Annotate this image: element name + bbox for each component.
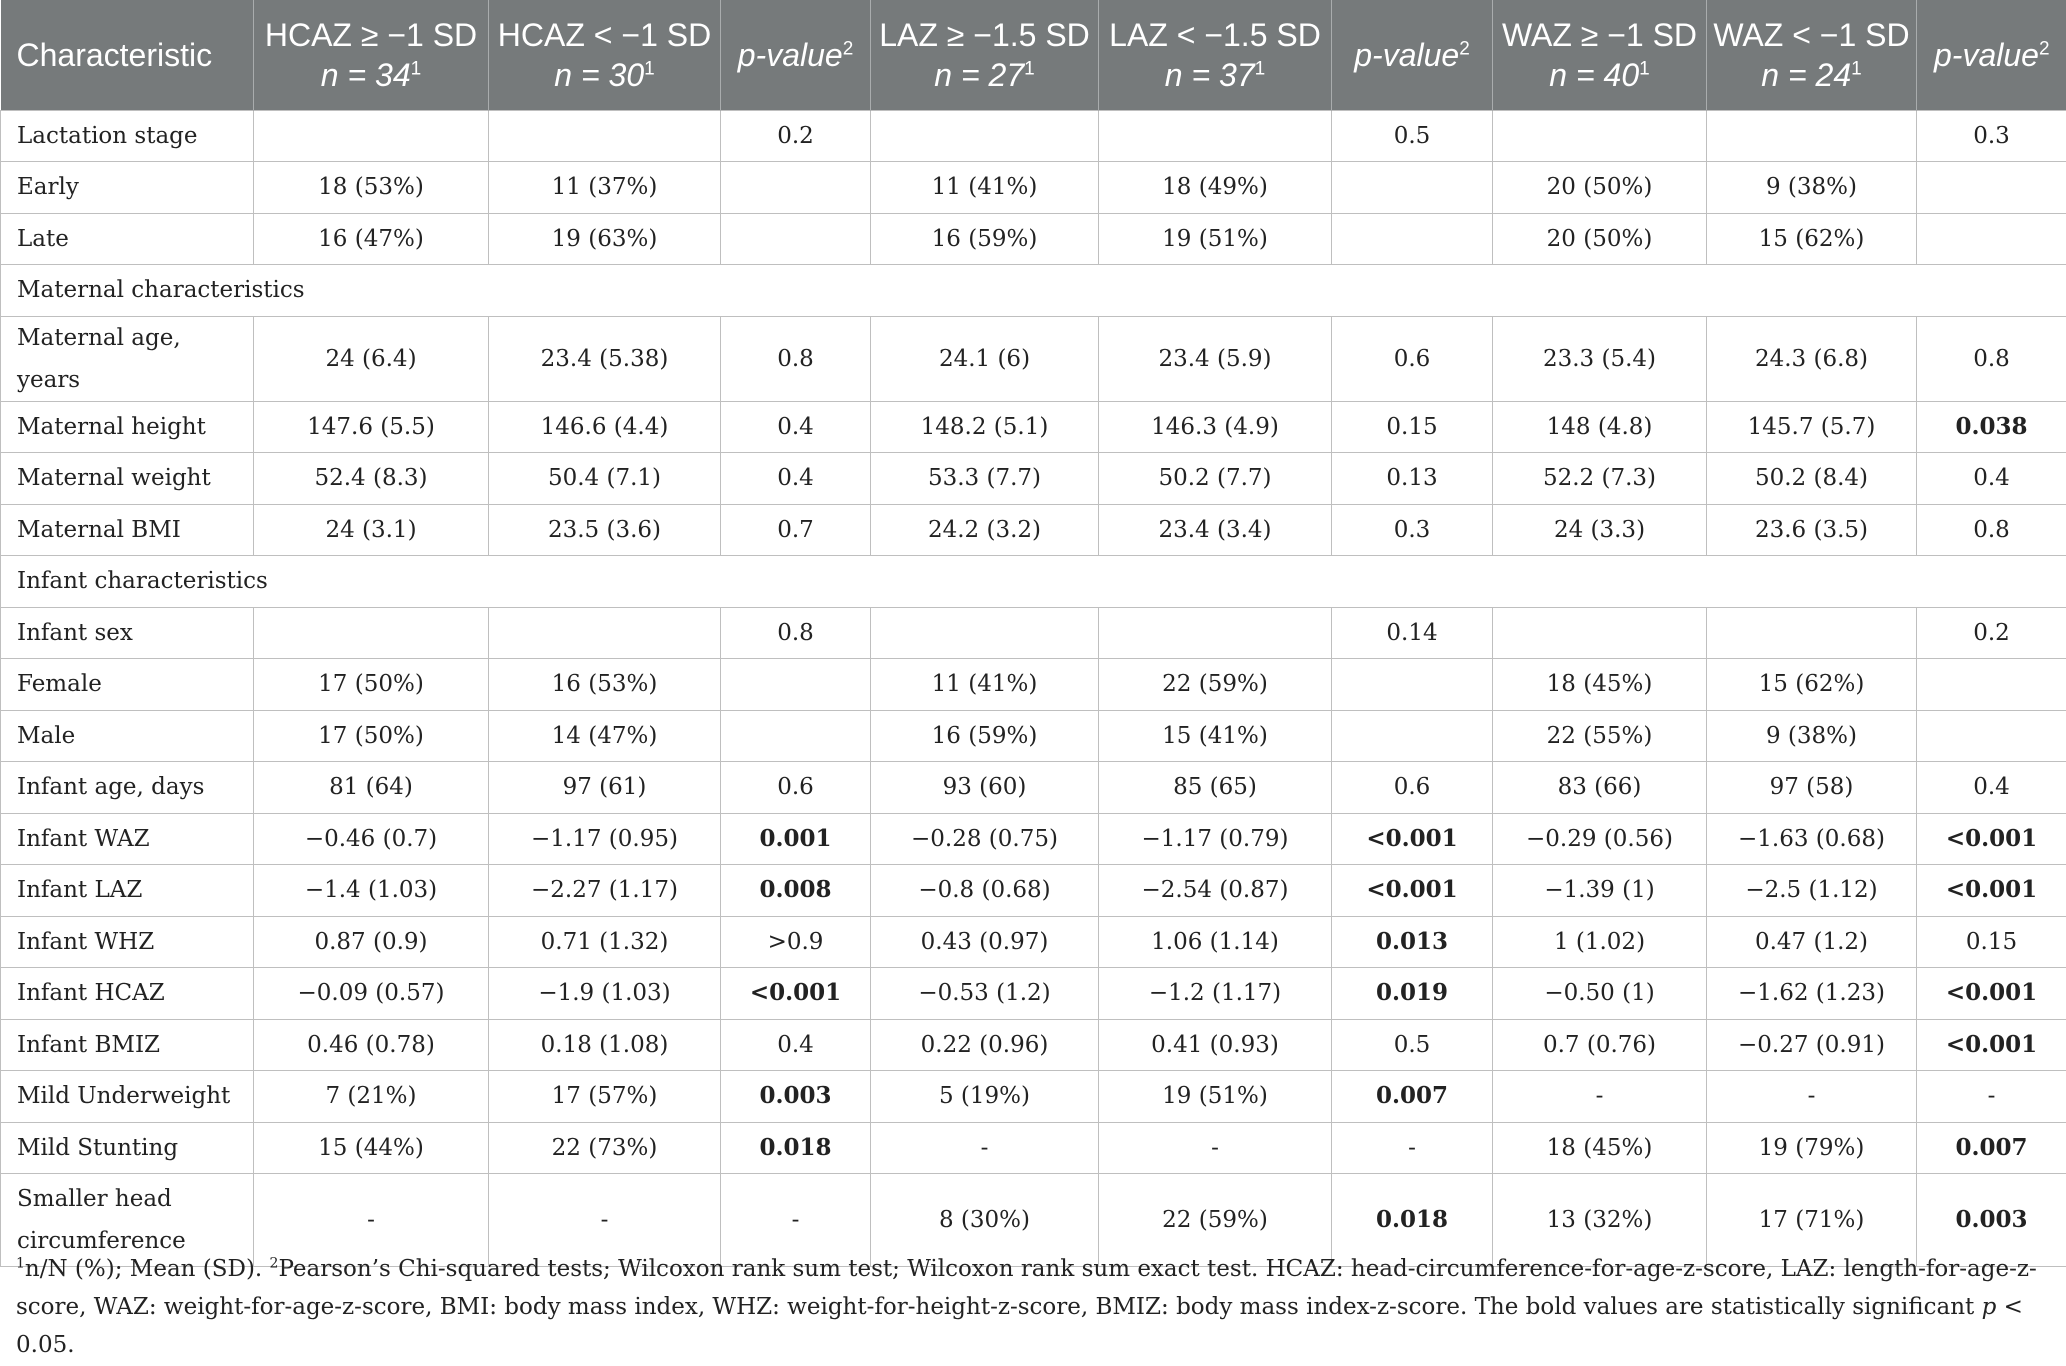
table-cell xyxy=(254,110,489,162)
table-cell: 146.3 (4.9) xyxy=(1099,401,1332,453)
header-waz-ge xyxy=(1493,0,1707,110)
table-cell: 0.001 xyxy=(721,813,871,865)
table-cell xyxy=(871,110,1099,162)
table-cell: 17 (57%) xyxy=(489,1071,721,1123)
table-row xyxy=(1,762,2066,814)
table-cell: −1.39 (1) xyxy=(1493,865,1707,917)
table-row xyxy=(1,813,2066,865)
table-cell: >0.9 xyxy=(721,916,871,968)
table-cell: −1.17 (0.95) xyxy=(489,813,721,865)
table-cell xyxy=(871,607,1099,659)
table-cell: 22 (59%) xyxy=(1099,1174,1332,1267)
header-laz-lt-label: LAZ < −1.5 SD xyxy=(1109,16,1321,53)
table-cell xyxy=(1099,110,1332,162)
table-cell: 15 (41%) xyxy=(1099,710,1332,762)
table-cell: 24 (3.3) xyxy=(1493,504,1707,556)
header-waz-ge-sup: 1 xyxy=(1639,58,1650,80)
table-cell: −0.50 (1) xyxy=(1493,968,1707,1020)
row-label: Maternal BMI xyxy=(1,504,254,556)
table-cell: −1.4 (1.03) xyxy=(254,865,489,917)
table-cell: 16 (47%) xyxy=(254,213,489,265)
table-cell: 97 (58) xyxy=(1707,762,1917,814)
header-pvalue-laz xyxy=(1332,0,1493,110)
table-cell: <0.001 xyxy=(721,968,871,1020)
table-cell: 19 (51%) xyxy=(1099,213,1332,265)
table-cell: 9 (38%) xyxy=(1707,162,1917,214)
table-cell: 0.8 xyxy=(721,607,871,659)
header-waz-lt-label: WAZ < −1 SD xyxy=(1713,16,1910,53)
table-cell: −1.2 (1.17) xyxy=(1099,968,1332,1020)
row-label: Infant characteristics xyxy=(1,556,2066,608)
header-pvalue-hcaz xyxy=(721,0,871,110)
header-pvalue-label: p-value xyxy=(1354,36,1460,73)
table-row xyxy=(1,162,2066,214)
table-cell: 23.4 (3.4) xyxy=(1099,504,1332,556)
table-cell: 0.4 xyxy=(721,1019,871,1071)
table-cell: 50.2 (7.7) xyxy=(1099,453,1332,505)
table-row xyxy=(1,110,2066,162)
header-hcaz-ge xyxy=(254,0,489,110)
table-cell: 0.22 (0.96) xyxy=(871,1019,1099,1071)
header-laz-lt-sup: 1 xyxy=(1254,58,1266,80)
table-row xyxy=(1,916,2066,968)
table-cell: 52.4 (8.3) xyxy=(254,453,489,505)
table-cell: −0.46 (0.7) xyxy=(254,813,489,865)
table-cell: 19 (63%) xyxy=(489,213,721,265)
row-label: Maternal height xyxy=(1,401,254,453)
table-cell: 7 (21%) xyxy=(254,1071,489,1123)
header-hcaz-ge-sup: 1 xyxy=(410,58,422,80)
table-cell: 18 (53%) xyxy=(254,162,489,214)
table-cell xyxy=(1917,659,2066,711)
table-cell: 24 (6.4) xyxy=(254,316,489,401)
table-cell xyxy=(254,607,489,659)
table-cell: 0.4 xyxy=(1917,762,2066,814)
table-cell: 23.6 (3.5) xyxy=(1707,504,1917,556)
table-cell: 15 (44%) xyxy=(254,1122,489,1174)
table-row xyxy=(1,401,2066,453)
table-cell: 0.038 xyxy=(1917,401,2066,453)
table-cell: 0.3 xyxy=(1917,110,2066,162)
table-cell: 0.13 xyxy=(1332,453,1493,505)
table-cell: 17 (50%) xyxy=(254,659,489,711)
table-cell: 11 (41%) xyxy=(871,162,1099,214)
table-cell: - xyxy=(254,1174,489,1267)
row-label: Infant BMIZ xyxy=(1,1019,254,1071)
table-cell: - xyxy=(1099,1122,1332,1174)
table-cell: <0.001 xyxy=(1917,1019,2066,1071)
table-cell: −0.8 (0.68) xyxy=(871,865,1099,917)
row-label: Late xyxy=(1,213,254,265)
row-label: Lactation stage xyxy=(1,110,254,162)
table-cell xyxy=(1917,162,2066,214)
table-cell: 148.2 (5.1) xyxy=(871,401,1099,453)
table-cell: 11 (37%) xyxy=(489,162,721,214)
header-hcaz-lt-sup: 1 xyxy=(644,58,655,80)
row-label: Male xyxy=(1,710,254,762)
table-cell: - xyxy=(1332,1122,1493,1174)
table-cell: −0.28 (0.75) xyxy=(871,813,1099,865)
footnote-p: p xyxy=(1981,1294,1997,1320)
header-laz-ge-n: n = 27 xyxy=(934,56,1025,93)
table-cell: 20 (50%) xyxy=(1493,213,1707,265)
table-cell: 0.6 xyxy=(1332,316,1493,401)
table-cell: 24.2 (3.2) xyxy=(871,504,1099,556)
table-cell: 11 (41%) xyxy=(871,659,1099,711)
table-row xyxy=(1,710,2066,762)
table-cell: 0.013 xyxy=(1332,916,1493,968)
table-row xyxy=(1,1071,2066,1123)
table-cell: - xyxy=(1917,1071,2066,1123)
table-cell: 85 (65) xyxy=(1099,762,1332,814)
table-cell: - xyxy=(1493,1071,1707,1123)
table-cell xyxy=(489,607,721,659)
table-cell: −2.27 (1.17) xyxy=(489,865,721,917)
table-cell: <0.001 xyxy=(1917,968,2066,1020)
table-cell xyxy=(1332,213,1493,265)
table-cell: 24.3 (6.8) xyxy=(1707,316,1917,401)
table-cell: 0.18 (1.08) xyxy=(489,1019,721,1071)
table-header xyxy=(1,0,2066,110)
header-hcaz-lt-n: n = 30 xyxy=(554,56,645,93)
header-laz-ge-label: LAZ ≥ −1.5 SD xyxy=(879,16,1090,53)
section-row xyxy=(1,556,2066,608)
table-cell: 97 (61) xyxy=(489,762,721,814)
table-cell: 0.003 xyxy=(721,1071,871,1123)
table-cell: 0.87 (0.9) xyxy=(254,916,489,968)
table-cell: 23.4 (5.38) xyxy=(489,316,721,401)
table-cell xyxy=(1707,110,1917,162)
table-cell: 22 (73%) xyxy=(489,1122,721,1174)
table-cell: 15 (62%) xyxy=(1707,213,1917,265)
table-cell: 22 (59%) xyxy=(1099,659,1332,711)
header-laz-lt-n: n = 37 xyxy=(1164,56,1255,93)
table-cell: 13 (32%) xyxy=(1493,1174,1707,1267)
table-row xyxy=(1,316,2066,401)
header-waz-ge-label: WAZ ≥ −1 SD xyxy=(1501,16,1698,53)
table-cell: 24.1 (6) xyxy=(871,316,1099,401)
row-label: Mild Underweight xyxy=(1,1071,254,1123)
table-cell: 23.4 (5.9) xyxy=(1099,316,1332,401)
table-cell: 146.6 (4.4) xyxy=(489,401,721,453)
header-hcaz-ge-label: HCAZ ≥ −1 SD xyxy=(264,16,478,53)
table-row xyxy=(1,504,2066,556)
table-cell: −2.54 (0.87) xyxy=(1099,865,1332,917)
table-cell: −1.17 (0.79) xyxy=(1099,813,1332,865)
table-cell: −1.62 (1.23) xyxy=(1707,968,1917,1020)
header-row xyxy=(1,0,2066,110)
table-cell: −0.09 (0.57) xyxy=(254,968,489,1020)
table-cell: 50.2 (8.4) xyxy=(1707,453,1917,505)
table-cell: 0.15 xyxy=(1917,916,2066,968)
table-cell: 0.46 (0.78) xyxy=(254,1019,489,1071)
table-cell: 0.5 xyxy=(1332,110,1493,162)
table-cell: 83 (66) xyxy=(1493,762,1707,814)
table-cell: −0.29 (0.56) xyxy=(1493,813,1707,865)
header-laz-ge xyxy=(871,0,1099,110)
table-cell xyxy=(1332,659,1493,711)
table-cell: 0.14 xyxy=(1332,607,1493,659)
table-row xyxy=(1,659,2066,711)
table-cell: 18 (45%) xyxy=(1493,1122,1707,1174)
footnote-sup-1: 1 xyxy=(16,1255,25,1272)
table-cell xyxy=(1493,110,1707,162)
table-cell: −0.27 (0.91) xyxy=(1707,1019,1917,1071)
table-cell: 147.6 (5.5) xyxy=(254,401,489,453)
table-cell: 0.007 xyxy=(1332,1071,1493,1123)
table-cell: −1.9 (1.03) xyxy=(489,968,721,1020)
header-hcaz-ge-n: n = 34 xyxy=(320,56,411,93)
table-cell: 14 (47%) xyxy=(489,710,721,762)
table-cell: 0.4 xyxy=(721,401,871,453)
row-label: Early xyxy=(1,162,254,214)
table-cell: 1 (1.02) xyxy=(1493,916,1707,968)
table-row xyxy=(1,453,2066,505)
row-label: Maternal characteristics xyxy=(1,265,2066,317)
table-cell: 93 (60) xyxy=(871,762,1099,814)
table-cell: 15 (62%) xyxy=(1707,659,1917,711)
table-cell: 50.4 (7.1) xyxy=(489,453,721,505)
header-laz-lt xyxy=(1099,0,1332,110)
table-cell: 0.43 (0.97) xyxy=(871,916,1099,968)
table-cell xyxy=(1099,607,1332,659)
row-label: Mild Stunting xyxy=(1,1122,254,1174)
table-cell: 0.018 xyxy=(721,1122,871,1174)
table-cell: 52.2 (7.3) xyxy=(1493,453,1707,505)
row-label: Female xyxy=(1,659,254,711)
header-waz-lt-n: n = 24 xyxy=(1761,56,1852,93)
table-cell: 0.8 xyxy=(721,316,871,401)
row-label: Maternal weight xyxy=(1,453,254,505)
table-cell: - xyxy=(1707,1071,1917,1123)
table-cell xyxy=(1332,162,1493,214)
row-label: Infant WHZ xyxy=(1,916,254,968)
table-cell: 0.41 (0.93) xyxy=(1099,1019,1332,1071)
table-cell: 0.7 (0.76) xyxy=(1493,1019,1707,1071)
table-cell: 0.007 xyxy=(1917,1122,2066,1174)
table-footnote xyxy=(16,1250,2046,1364)
footnote-part-1: n/N (%); Mean (SD). xyxy=(24,1256,270,1282)
row-label: Infant sex xyxy=(1,607,254,659)
table-cell: 17 (71%) xyxy=(1707,1174,1917,1267)
header-pvalue-waz xyxy=(1917,0,2066,110)
table-cell: 16 (59%) xyxy=(871,213,1099,265)
table-cell: - xyxy=(489,1174,721,1267)
section-row xyxy=(1,265,2066,317)
row-label: Infant WAZ xyxy=(1,813,254,865)
table-cell: 0.018 xyxy=(1332,1174,1493,1267)
table-cell: 145.7 (5.7) xyxy=(1707,401,1917,453)
table-cell: 0.4 xyxy=(1917,453,2066,505)
row-label: Maternal age, years xyxy=(1,316,254,401)
row-label: Infant age, days xyxy=(1,762,254,814)
table-cell: 0.71 (1.32) xyxy=(489,916,721,968)
header-pvalue-sup: 2 xyxy=(1459,38,1470,60)
table-cell: 0.47 (1.2) xyxy=(1707,916,1917,968)
table-cell: 17 (50%) xyxy=(254,710,489,762)
header-pvalue-label: p-value xyxy=(1933,36,2039,73)
table-cell: 9 (38%) xyxy=(1707,710,1917,762)
table-cell: 53.3 (7.7) xyxy=(871,453,1099,505)
table-row xyxy=(1,1019,2066,1071)
table-cell xyxy=(1917,710,2066,762)
table-cell: 16 (59%) xyxy=(871,710,1099,762)
table-cell: 148 (4.8) xyxy=(1493,401,1707,453)
table-row xyxy=(1,865,2066,917)
footnote-part-3: < 0.05. xyxy=(16,1294,2023,1358)
table-cell: −0.53 (1.2) xyxy=(871,968,1099,1020)
header-waz-ge-n: n = 40 xyxy=(1549,56,1640,93)
table-cell: 19 (51%) xyxy=(1099,1071,1332,1123)
footnote-sup-2: 2 xyxy=(269,1255,279,1272)
row-label: Smaller head circumference xyxy=(1,1174,254,1267)
table-cell xyxy=(721,213,871,265)
table-cell: 0.5 xyxy=(1332,1019,1493,1071)
table-cell: 8 (30%) xyxy=(871,1174,1099,1267)
header-pvalue-label: p-value xyxy=(737,36,843,73)
table-cell: 0.6 xyxy=(721,762,871,814)
table-row xyxy=(1,1122,2066,1174)
table-row xyxy=(1,968,2066,1020)
table-cell: - xyxy=(721,1174,871,1267)
table-row xyxy=(1,213,2066,265)
table-cell: <0.001 xyxy=(1332,813,1493,865)
header-characteristic: Characteristic xyxy=(1,0,254,110)
table-cell: 0.15 xyxy=(1332,401,1493,453)
header-pvalue-sup: 2 xyxy=(2038,38,2050,60)
header-waz-lt-sup: 1 xyxy=(1851,58,1862,80)
table-cell: 24 (3.1) xyxy=(254,504,489,556)
header-laz-ge-sup: 1 xyxy=(1024,58,1035,80)
table-cell xyxy=(721,162,871,214)
header-hcaz-lt-label: HCAZ < −1 SD xyxy=(497,16,712,53)
table-cell: 20 (50%) xyxy=(1493,162,1707,214)
table-cell: 0.7 xyxy=(721,504,871,556)
table-cell xyxy=(489,110,721,162)
table-cell: 23.3 (5.4) xyxy=(1493,316,1707,401)
table-cell: 0.003 xyxy=(1917,1174,2066,1267)
table-cell: 16 (53%) xyxy=(489,659,721,711)
table-cell: <0.001 xyxy=(1332,865,1493,917)
table-cell: 18 (45%) xyxy=(1493,659,1707,711)
table-cell: 0.2 xyxy=(1917,607,2066,659)
table-cell xyxy=(1707,607,1917,659)
table-row xyxy=(1,607,2066,659)
row-label: Infant HCAZ xyxy=(1,968,254,1020)
header-hcaz-lt xyxy=(489,0,721,110)
table-cell: 0.019 xyxy=(1332,968,1493,1020)
table-cell: −2.5 (1.12) xyxy=(1707,865,1917,917)
table-cell xyxy=(721,710,871,762)
header-waz-lt xyxy=(1707,0,1917,110)
table-cell xyxy=(1332,710,1493,762)
table-cell: 18 (49%) xyxy=(1099,162,1332,214)
footnote-part-2: Pearson’s Chi-squared tests; Wilcoxon rank sum test; Wilcoxon rank sum exact test. HCAZ: head-circumference-for-age-z-score, LAZ: length-for-age-z-score, WAZ: weight-for-age-z-score, BMI: body mass index, WHZ: weight-for-height-z-score, BMIZ: body mass index-z-score. The bold values are statistically significant xyxy=(16,1256,2037,1320)
table-cell: 23.5 (3.6) xyxy=(489,504,721,556)
table-body xyxy=(1,110,2066,1267)
table-cell: 0.4 xyxy=(721,453,871,505)
table-cell: <0.001 xyxy=(1917,813,2066,865)
table-cell: 19 (79%) xyxy=(1707,1122,1917,1174)
table-cell: 0.8 xyxy=(1917,316,2066,401)
table-cell: 0.6 xyxy=(1332,762,1493,814)
table-cell xyxy=(1917,213,2066,265)
table-cell: 0.3 xyxy=(1332,504,1493,556)
table-cell xyxy=(1493,607,1707,659)
table-cell: 0.8 xyxy=(1917,504,2066,556)
row-label: Infant LAZ xyxy=(1,865,254,917)
table-cell: 0.2 xyxy=(721,110,871,162)
header-pvalue-sup: 2 xyxy=(842,38,854,60)
table-cell: <0.001 xyxy=(1917,865,2066,917)
table-cell: - xyxy=(871,1122,1099,1174)
table-cell xyxy=(721,659,871,711)
table-cell: 1.06 (1.14) xyxy=(1099,916,1332,968)
table-cell: 5 (19%) xyxy=(871,1071,1099,1123)
table-cell: −1.63 (0.68) xyxy=(1707,813,1917,865)
table-cell: 81 (64) xyxy=(254,762,489,814)
table-cell: 22 (55%) xyxy=(1493,710,1707,762)
table-cell: 0.008 xyxy=(721,865,871,917)
